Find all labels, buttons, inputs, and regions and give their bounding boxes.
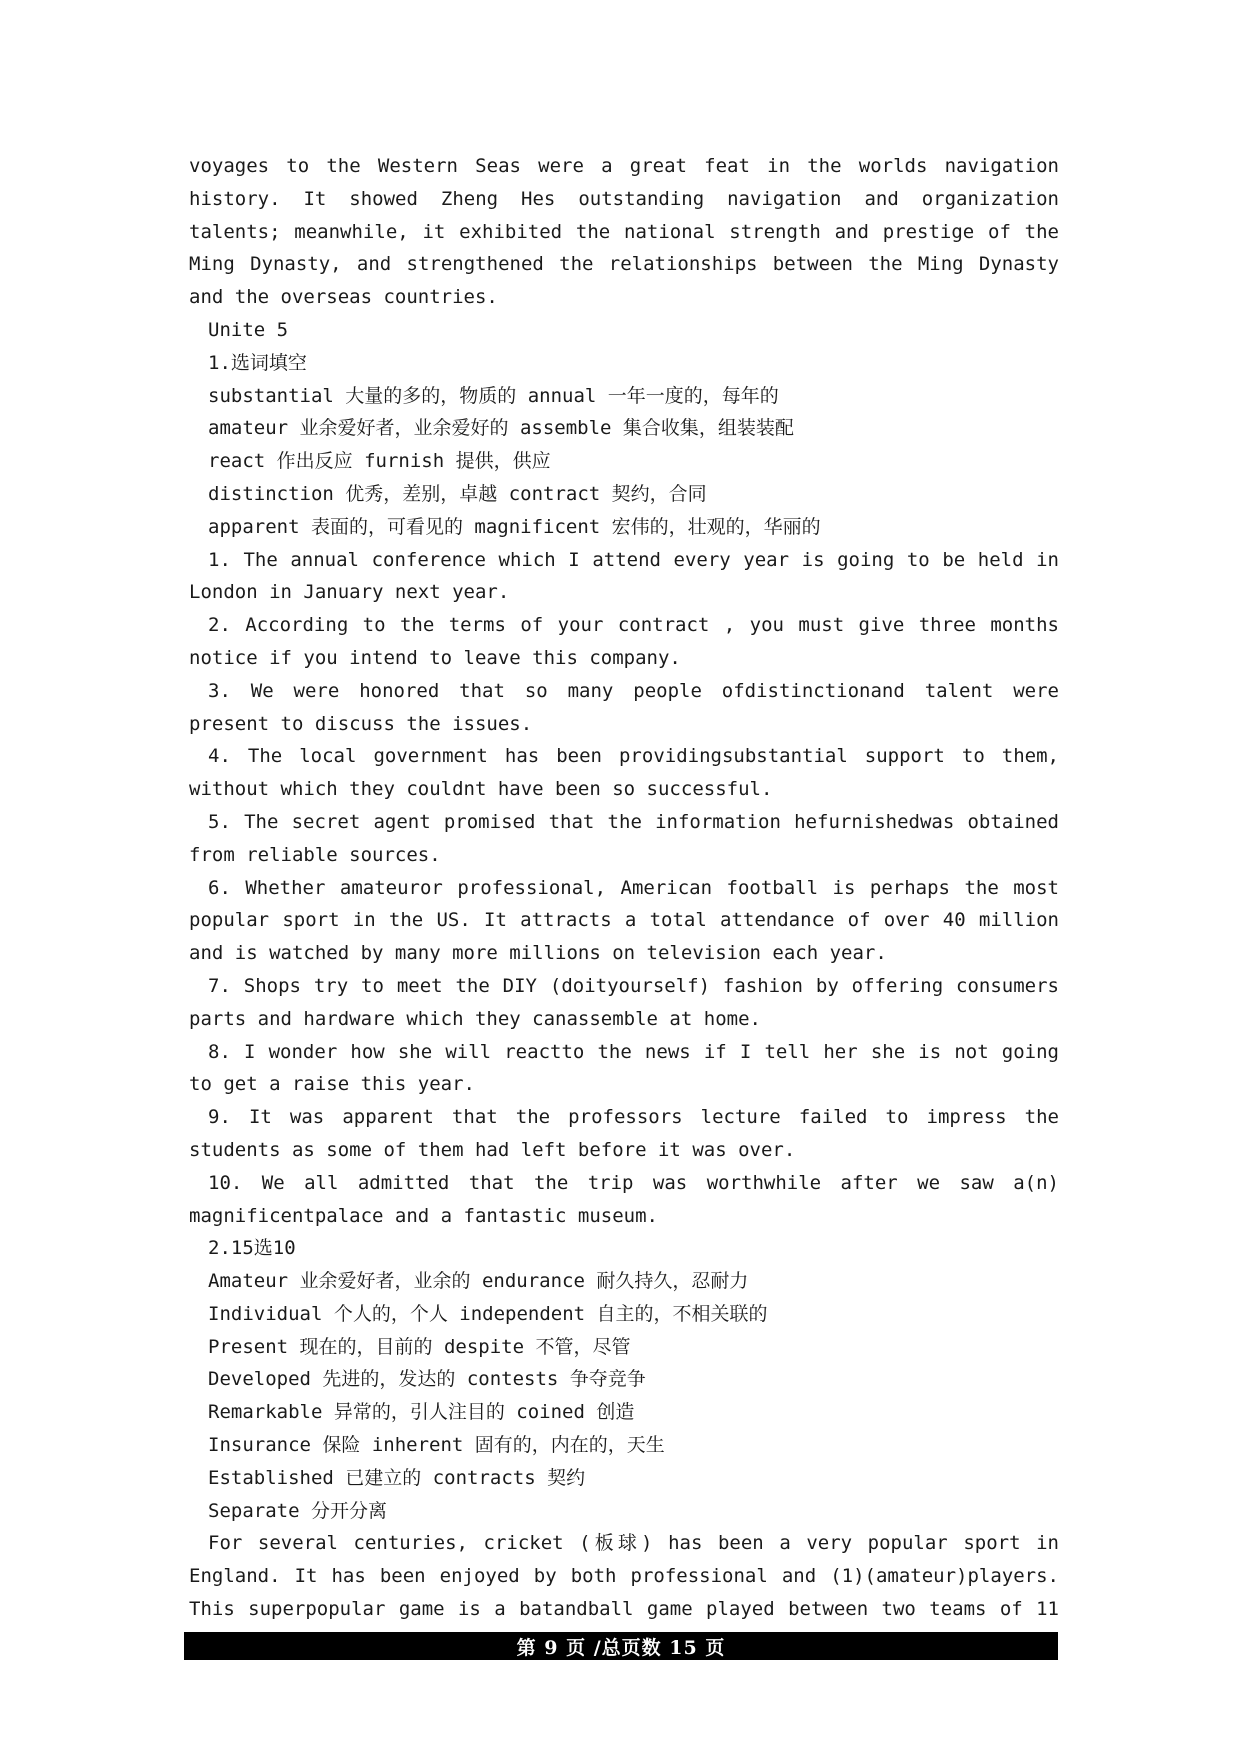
paragraph: distinction 优秀，差别，卓越 contract 契约，合同 <box>208 482 707 505</box>
paragraph: Established 已建立的 contracts 契约 <box>208 1466 586 1489</box>
paragraph: react 作出反应 furnish 提供，供应 <box>208 450 551 473</box>
paragraph: 3. We were honored that so many people ofdistinctionand talent were present to discuss the issues. <box>189 679 1059 735</box>
page-number-label: 第 9 页 /总页数 15 页 <box>516 1636 726 1659</box>
paragraph: Unite 5 <box>208 318 289 341</box>
page-footer <box>184 1632 1058 1660</box>
paragraph: For several centuries, cricket (板球) has been a very popular sport in England. It has been enjoyed by both professional and (1)(amateur)players. This superpopular game is a batandball game played between two teams of 11 <box>189 1532 1059 1621</box>
paragraph: 1. The annual conference which I attend every year is going to be held in London in January next year. <box>189 548 1059 604</box>
paragraph: Present 现在的，目前的 despite 不管，尽管 <box>208 1335 631 1358</box>
paragraph: 4. The local government has been providingsubstantial support to them, without which they couldnt have been so successful. <box>189 745 1059 801</box>
paragraph: Amateur 业余爱好者，业余的 endurance 耐久持久，忍耐力 <box>208 1270 749 1293</box>
paragraph: Insurance 保险 inherent 固有的，内在的，天生 <box>208 1434 665 1457</box>
paragraph: 6. Whether amateuror professional, American football is perhaps the most popular sport in the US. It attracts a total attendance of over 40 million and is watched by many more millions on television each year. <box>189 876 1059 965</box>
paragraph: 7. Shops try to meet the DIY (doityourself) fashion by offering consumers parts and hardware which they canassemble at home. <box>189 974 1059 1030</box>
paragraph: Separate 分开分离 <box>208 1499 387 1522</box>
paragraph: 10. We all admitted that the trip was worthwhile after we saw a(n) magnificentpalace and a fantastic museum. <box>189 1171 1059 1227</box>
paragraph: Developed 先进的，发达的 contests 争夺竞争 <box>208 1368 646 1391</box>
paragraph: 1.选词填空 <box>208 351 307 374</box>
paragraph: 9. It was apparent that the professors lecture failed to impress the students as some of them had left before it was over. <box>189 1106 1059 1161</box>
paragraph: voyages to the Western Seas were a great feat in the worlds navigation history. It showed Zheng Hes outstanding navigation and organization talents; meanwhile, it exhibited the national strength and prestige of the Ming Dynasty, and strengthened the relationships between the Ming Dynasty and the overseas countries. <box>189 155 1059 309</box>
paragraph: amateur 业余爱好者，业余爱好的 assemble 集合收集，组装装配 <box>208 417 794 440</box>
document-body <box>189 150 1059 1659</box>
paragraph: Remarkable 异常的，引人注目的 coined 创造 <box>208 1401 635 1424</box>
paragraph: 2. According to the terms of your contract , you must give three months notice if you intend to leave this company. <box>189 614 1059 669</box>
paragraph: 8. I wonder how she will reactto the news if I tell her she is not going to get a raise this year. <box>189 1040 1059 1096</box>
paragraph: 2.15选10 <box>208 1237 296 1260</box>
paragraph: substantial 大量的多的，物质的 annual 一年一度的，每年的 <box>208 384 779 407</box>
paragraph: 5. The secret agent promised that the information hefurnishedwas obtained from reliable sources. <box>189 810 1059 866</box>
paragraph: apparent 表面的，可看见的 magnificent 宏伟的，壮观的，华丽的 <box>208 515 821 538</box>
paragraph: Individual 个人的，个人 independent 自主的，不相关联的 <box>208 1302 768 1325</box>
